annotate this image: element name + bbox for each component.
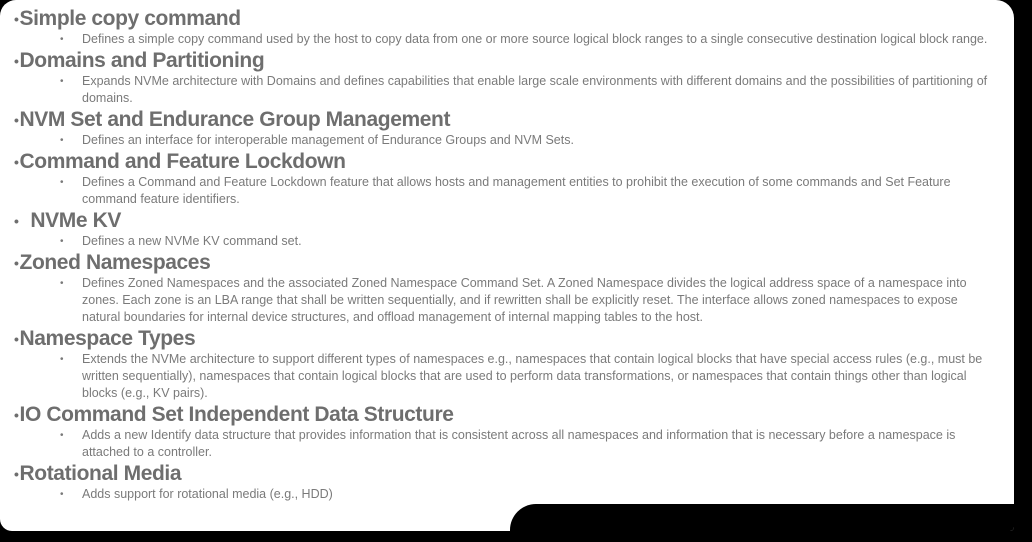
feature-description-row [14, 427, 1014, 461]
bottom-right-black-cutout [510, 504, 1014, 531]
feature-description: Defines a new NVMe KV command set. [82, 234, 302, 248]
feature-title: Domains and Partitioning [19, 49, 265, 72]
bullet-icon: • [60, 430, 64, 441]
feature-description: Defines a simple copy command used by the host to copy data from one or more source logical block ranges to a single consecutive destination logical block range. [82, 32, 988, 46]
bullet-icon: • [14, 154, 19, 170]
feature-description-row [14, 351, 1014, 402]
feature-description-row [14, 73, 1014, 107]
feature-title: IO Command Set Independent Data Structure [19, 403, 454, 426]
feature-title: Rotational Media [19, 462, 182, 485]
feature-io-command-set-independent-data-structure [14, 404, 1014, 461]
feature-domains-and-partitioning [14, 50, 1014, 107]
feature-description-row [14, 174, 1014, 208]
bullet-icon: • [60, 34, 64, 45]
feature-description-row [14, 233, 1014, 250]
feature-heading [14, 404, 1014, 426]
feature-rotational-media [14, 463, 1014, 503]
feature-description: Adds a new Identify data structure that provides information that is consistent across all namespaces and information that is necessary before a namespace is attached to a controller. [82, 428, 956, 459]
feature-title: NVM Set and Endurance Group Management [19, 108, 451, 131]
feature-heading [14, 252, 1014, 274]
feature-heading [14, 463, 1014, 485]
feature-heading [14, 328, 1014, 350]
bullet-icon: • [60, 236, 64, 247]
feature-zoned-namespaces [14, 252, 1014, 326]
feature-description-row [14, 31, 1014, 48]
bullet-icon: • [14, 331, 19, 347]
feature-simple-copy-command [14, 8, 1014, 48]
bullet-icon: • [14, 53, 19, 69]
feature-nvm-set-endurance-group [14, 109, 1014, 149]
bullet-icon: • [60, 489, 64, 500]
feature-description-row [14, 486, 1014, 503]
bullet-icon: • [60, 177, 64, 188]
bullet-icon: • [60, 354, 64, 365]
feature-title: NVMe KV [19, 209, 121, 232]
feature-description-row [14, 132, 1014, 149]
feature-title: Command and Feature Lockdown [19, 150, 346, 173]
feature-description: Defines an interface for interoperable management of Endurance Groups and NVM Sets. [82, 133, 574, 147]
feature-heading [14, 8, 1014, 30]
bullet-icon: • [14, 11, 19, 27]
feature-namespace-types [14, 328, 1014, 402]
feature-description: Expands NVMe architecture with Domains and defines capabilities that enable large scale environments with different domains and the possibilities of partitioning of domains. [82, 74, 988, 105]
bullet-icon: • [14, 466, 19, 482]
bullet-icon: • [14, 213, 19, 229]
feature-heading [14, 151, 1014, 173]
bullet-icon: • [60, 278, 64, 289]
bullet-icon: • [14, 112, 19, 128]
feature-description: Defines a Command and Feature Lockdown feature that allows hosts and management entities to prohibit the execution of some commands and Set Feature command feature identifiers. [82, 175, 951, 206]
feature-title: Simple copy command [19, 7, 241, 30]
bullet-icon: • [60, 135, 64, 146]
feature-heading [14, 50, 1014, 72]
feature-description-row [14, 275, 1014, 326]
feature-description: Adds support for rotational media (e.g., HDD) [82, 487, 333, 501]
bullet-icon: • [14, 407, 19, 423]
feature-command-feature-lockdown [14, 151, 1014, 208]
feature-description: Defines Zoned Namespaces and the associated Zoned Namespace Command Set. A Zoned Namespace divides the logical address space of a namespace into zones. Each zone is an LBA range that shall be written sequentially, and if rewritten shall be explicitly reset. The interface allows zoned namespaces to expose natural boundaries for internal device structures, and offload management of internal mapping tables to the host. [82, 276, 967, 324]
feature-heading [14, 210, 1014, 232]
feature-title: Namespace Types [19, 327, 196, 350]
bullet-icon: • [60, 76, 64, 87]
feature-title: Zoned Namespaces [19, 251, 211, 274]
feature-nvme-kv [14, 210, 1014, 250]
feature-heading [14, 109, 1014, 131]
bullet-icon: • [14, 255, 19, 271]
feature-description: Extends the NVMe architecture to support different types of namespaces e.g., namespaces that contain logical blocks that have special access rules (e.g., must be written sequentially), namespaces that contain logical blocks that are used to perform data transformations, or namespaces that contain things other than logical blocks (e.g., KV pairs). [82, 352, 983, 400]
